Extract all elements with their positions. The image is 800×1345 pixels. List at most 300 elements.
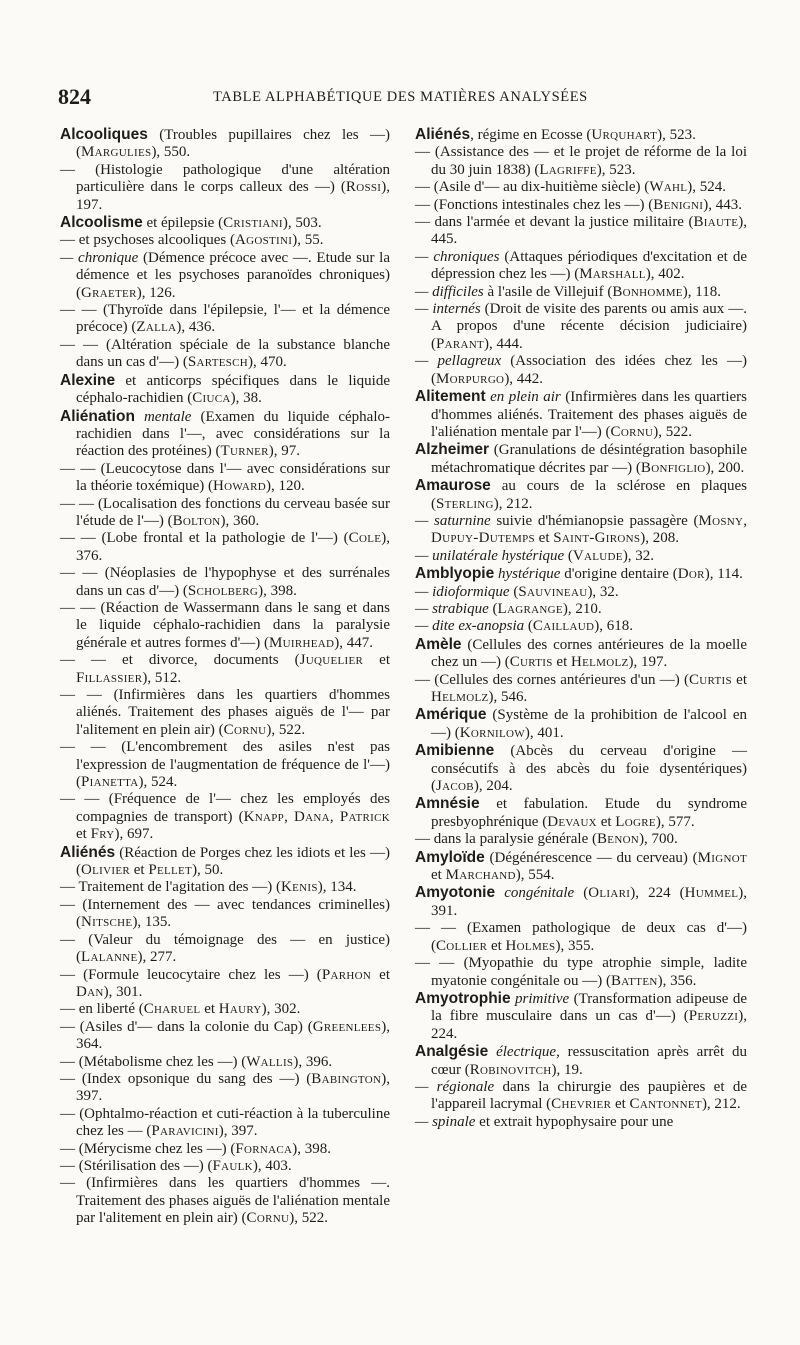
entry-author: Dupuy-Dutemps bbox=[431, 530, 535, 547]
entry-headword: Alitement bbox=[415, 388, 486, 406]
entry-headword: Aliénés bbox=[60, 843, 116, 861]
entry-text: (Cellules des cornes antérieures de la moelle chez un —) ( bbox=[431, 636, 747, 671]
entry-text: — — (Examen pathologique de deux cas d'—) ( bbox=[415, 920, 747, 954]
entry-ref: ), 118. bbox=[682, 283, 721, 300]
index-entry bbox=[60, 967, 390, 1002]
entry-headword: Alexine bbox=[60, 371, 116, 389]
entry-text: , ressuscitation après arrêt du cœur ( bbox=[431, 1044, 747, 1078]
index-entry bbox=[60, 496, 390, 531]
entry-author: Dana bbox=[294, 808, 330, 825]
index-entry bbox=[415, 565, 747, 583]
entry-ref: ), 550. bbox=[151, 144, 191, 161]
entry-text: — — (Fréquence de l'— chez les employés des compagnies de transport) ( bbox=[60, 791, 390, 825]
entry-author: Patrick bbox=[339, 808, 390, 825]
entry-text: ( bbox=[488, 600, 498, 617]
index-entry bbox=[60, 250, 390, 302]
entry-headword: Alzheimer bbox=[415, 441, 490, 459]
entry-headword: Alcooliques bbox=[60, 126, 148, 143]
entry-author: Lagriffe bbox=[539, 161, 597, 178]
index-entry bbox=[60, 1141, 390, 1158]
entry-ref: ), 512. bbox=[142, 669, 182, 686]
entry-ref: ), 55. bbox=[292, 232, 324, 249]
entry-author: Graeter bbox=[81, 284, 137, 301]
entry-text: — (Ophtalmo-réaction et cuti-réaction à la tuberculine chez les — ( bbox=[60, 1105, 390, 1140]
index-entry bbox=[415, 1079, 747, 1114]
entry-text: — (Stérilisation des —) ( bbox=[60, 1157, 213, 1174]
entry-author: Zalla bbox=[136, 319, 177, 336]
entry-text: — (Index opsonique du sang des —) ( bbox=[60, 1070, 312, 1087]
entry-headword: Aliénés bbox=[415, 126, 471, 143]
entry-headword: Analgésie bbox=[415, 1043, 489, 1061]
entry-ref: ), 523. bbox=[596, 161, 636, 178]
entry-qualifier: primitive bbox=[510, 990, 570, 1007]
entry-ref: ), 97. bbox=[268, 443, 301, 460]
index-entry bbox=[415, 179, 747, 196]
index-entry bbox=[415, 249, 747, 284]
entry-ref: ), 126. bbox=[136, 284, 176, 301]
entry-ref: ), 436. bbox=[176, 319, 216, 336]
entry-author: Cornu bbox=[246, 1210, 290, 1227]
index-entry bbox=[60, 739, 390, 791]
entry-ref: ), 301. bbox=[103, 983, 143, 1000]
index-entry bbox=[415, 197, 747, 214]
entry-author: Babington bbox=[311, 1070, 382, 1087]
entry-qualifier: — régionale bbox=[415, 1078, 495, 1095]
entry-author: Scholberg bbox=[187, 582, 259, 599]
entry-ref: ), 524. bbox=[138, 774, 178, 791]
entry-text: — dans la paralysie générale ( bbox=[415, 831, 597, 848]
entry-joiner: , bbox=[284, 808, 295, 825]
entry-text: (Association des idées chez les —) ( bbox=[431, 353, 747, 387]
index-entry bbox=[415, 1043, 747, 1079]
entry-author: Marshall bbox=[579, 266, 646, 283]
entry-author: Wahl bbox=[649, 179, 688, 196]
entry-author: Devaux bbox=[547, 813, 597, 830]
entry-text: — — (Lobe frontal et la pathologie de l'—) ( bbox=[60, 530, 349, 547]
index-entry bbox=[415, 672, 747, 707]
entry-ref: ), 546. bbox=[488, 689, 528, 705]
index-entry bbox=[415, 636, 747, 672]
entry-text: — (Asile d'— au dix-huitième siècle) ( bbox=[415, 179, 650, 196]
entry-text: — — (Altération spéciale de la substance blanche dans un cas d'—) ( bbox=[60, 336, 390, 371]
index-entry bbox=[60, 302, 390, 337]
entry-text: — (Valeur du témoignage des — en justice) ( bbox=[60, 931, 390, 966]
entry-ref: ), 443. bbox=[703, 196, 743, 213]
entry-author: Valude bbox=[572, 547, 623, 564]
index-entry bbox=[60, 1001, 390, 1018]
entry-ref: ), 402. bbox=[645, 266, 685, 283]
entry-qualifier: — spinale bbox=[415, 1113, 476, 1130]
page-number: 824 bbox=[58, 84, 91, 109]
entry-author: Fornaca bbox=[235, 1140, 293, 1157]
entry-text: — dans l'armée et devant la justice militaire ( bbox=[415, 214, 694, 231]
entry-author: Knapp bbox=[243, 808, 285, 825]
entry-text: — et psychoses alcooliques ( bbox=[60, 232, 235, 249]
entry-headword: Amyloïde bbox=[415, 848, 485, 866]
entry-author: Juquelier bbox=[299, 652, 364, 669]
entry-author: Sterling bbox=[436, 495, 494, 512]
entry-ref: ), 32. bbox=[587, 583, 619, 600]
entry-author: Wallis bbox=[246, 1053, 294, 1070]
entry-author: Lalanne bbox=[81, 949, 138, 966]
entry-joiner: , bbox=[743, 512, 747, 529]
entry-ref: ), 204. bbox=[473, 778, 513, 795]
index-entry bbox=[60, 337, 390, 372]
entry-text: ( bbox=[524, 618, 533, 635]
entry-joiner: et bbox=[76, 826, 91, 843]
entry-text: — (Mérycisme chez les —) ( bbox=[60, 1140, 236, 1157]
entry-text: (Examen du liquide céphalo-rachidien dans l'—, avec considérations sur la réaction des protéines) ( bbox=[76, 408, 390, 460]
entry-author: Ciuca bbox=[192, 390, 231, 407]
index-entry bbox=[415, 955, 747, 990]
entry-qualifier: électrique bbox=[488, 1044, 557, 1061]
entry-ref: ), 224 ( bbox=[630, 885, 685, 902]
entry-author: Cole bbox=[348, 530, 382, 547]
index-entry bbox=[60, 408, 390, 461]
entry-ref: ), 277. bbox=[137, 949, 177, 966]
entry-text: d'origine dentaire ( bbox=[560, 566, 678, 583]
index-entry bbox=[415, 301, 747, 353]
entry-text: (Granulations de désintégration basophile métachromatique décrites par —) ( bbox=[431, 442, 747, 476]
entry-ref: ), 697. bbox=[114, 826, 154, 843]
entry-author: Saint-Girons bbox=[553, 530, 641, 547]
entry-joiner: et bbox=[731, 671, 747, 688]
entry-ref: ), 522. bbox=[653, 423, 692, 440]
entry-author: Benigni bbox=[653, 196, 704, 213]
entry-author: Curtis bbox=[509, 654, 553, 671]
entry-text: (Abcès du cerveau d'origine — consécutifs à des abcès du foie dysentériques) ( bbox=[431, 743, 747, 795]
entry-text: ( bbox=[564, 547, 573, 564]
index-entry bbox=[60, 844, 390, 880]
entry-author: Peruzzi bbox=[688, 1008, 739, 1025]
entry-text: à l'asile de Villejuif ( bbox=[483, 283, 613, 300]
entry-ref: ), 401. bbox=[524, 724, 564, 741]
index-entry bbox=[415, 795, 747, 831]
entry-text: — (Infirmières dans les quartiers d'hommes —. Traitement des phases aiguës de l'aliénation mentale par l'alitement en plein air) ( bbox=[60, 1175, 390, 1227]
index-entry bbox=[60, 232, 390, 249]
entry-author: Robinovitch bbox=[469, 1061, 552, 1078]
entry-text: (Infirmières dans les quartiers d'hommes aliénés. Traitement des phases aiguës de l'aliénation mentale par l'—) ( bbox=[431, 389, 747, 440]
entry-author: Cristiani bbox=[223, 215, 283, 232]
index-entry bbox=[415, 584, 747, 601]
entry-joiner: et bbox=[611, 1096, 630, 1113]
entry-ref: ), 114. bbox=[704, 566, 743, 583]
entry-author: Charuel bbox=[143, 1001, 201, 1018]
entry-headword: Amyotrophie bbox=[415, 989, 511, 1007]
entry-text: — — (L'encombrement des asiles n'est pas l'expression de l'augmentation de fréquence de l'—) ( bbox=[60, 739, 390, 791]
entry-author: Agostini bbox=[234, 232, 293, 249]
index-entry bbox=[415, 884, 747, 920]
entry-headword: Amaurose bbox=[415, 477, 491, 495]
entry-ref: ), 212. bbox=[701, 1096, 741, 1113]
entry-author: Morpurgo bbox=[436, 370, 505, 387]
index-entry bbox=[415, 144, 747, 179]
entry-headword: Amnésie bbox=[415, 795, 480, 813]
entry-ref: ), 522. bbox=[289, 1210, 328, 1227]
entry-text: (Démence précoce avec —. Etude sur la démence et les psychoses paranoïdes chroniques) ( bbox=[76, 249, 390, 301]
entry-ref: ), 403. bbox=[252, 1157, 292, 1174]
entry-text: — en liberté ( bbox=[60, 1001, 144, 1018]
entry-author: Turner bbox=[220, 443, 269, 460]
index-entry bbox=[60, 879, 390, 896]
entry-text: ( bbox=[509, 583, 519, 600]
index-entry bbox=[415, 742, 747, 795]
entry-author: Pellet bbox=[148, 862, 193, 879]
entry-ref: ), 391. bbox=[431, 885, 747, 919]
entry-text: ( bbox=[574, 885, 589, 902]
entry-text: — — (Thyroïde dans l'épilepsie, l'— et la démence précoce) ( bbox=[60, 302, 390, 336]
right-column bbox=[415, 126, 747, 1131]
entry-qualifier: — dite ex-anopsia bbox=[415, 618, 525, 635]
entry-author: Cornu bbox=[610, 423, 654, 440]
entry-headword: Amèle bbox=[415, 635, 462, 653]
entry-author: Margulies bbox=[81, 144, 152, 161]
entry-text: suivie d'hémianopsie passagère ( bbox=[490, 512, 699, 529]
index-entry bbox=[60, 1071, 390, 1106]
entry-ref: ), 700. bbox=[639, 831, 678, 848]
index-entry bbox=[415, 353, 747, 388]
entry-text: — (Fonctions intestinales chez les —) ( bbox=[415, 196, 654, 213]
entry-joiner: et bbox=[363, 652, 390, 669]
entry-author: Marchand bbox=[445, 867, 516, 884]
entry-ref: ), 200. bbox=[705, 459, 745, 476]
entry-ref: ), 134. bbox=[317, 879, 357, 896]
index-entry bbox=[60, 1019, 390, 1054]
entry-author: Holmes bbox=[505, 937, 556, 954]
entry-author: Rossi bbox=[345, 179, 382, 196]
index-entry bbox=[415, 706, 747, 742]
entry-author: Muirhead bbox=[269, 634, 335, 651]
entry-author: Cantonnet bbox=[629, 1096, 702, 1113]
entry-author: Howard bbox=[213, 478, 266, 495]
entry-text: — (Asiles d'— dans la colonie du Cap) ( bbox=[60, 1018, 313, 1035]
entry-ref: ), 376. bbox=[76, 530, 390, 564]
index-entry bbox=[60, 530, 390, 565]
entry-text: — (Internement des — avec tendances criminelles) ( bbox=[60, 896, 390, 931]
entry-author: Cornu bbox=[223, 721, 267, 738]
entry-text: et fabulation. Etude du syndrome presbyophrénique ( bbox=[431, 796, 747, 830]
entry-ref: ), 397. bbox=[76, 1070, 390, 1105]
entry-ref: ), 302. bbox=[261, 1001, 301, 1018]
entry-author: Dan bbox=[76, 983, 104, 1000]
entry-ref: ), 224. bbox=[431, 1008, 747, 1042]
entry-author: Parhon bbox=[321, 966, 372, 983]
entry-author: Sartesch bbox=[187, 354, 249, 371]
entry-author: Oliari bbox=[588, 885, 631, 902]
entry-author: Paravicini bbox=[151, 1123, 219, 1140]
entry-text: (Troubles pupillaires chez les —) ( bbox=[76, 127, 390, 161]
entry-ref: ), 447. bbox=[334, 634, 374, 651]
entry-ref: ), 210. bbox=[562, 600, 602, 617]
entry-author: Haury bbox=[218, 1001, 262, 1018]
entry-text: — — (Leucocytose dans l'— avec considérations sur la théorie toxémique) ( bbox=[60, 460, 390, 495]
entry-qualifier: — unilatérale hystérique bbox=[415, 547, 565, 564]
index-entry bbox=[60, 126, 390, 162]
entry-author: Parant bbox=[436, 335, 485, 352]
entry-ref: ), 197. bbox=[628, 654, 668, 671]
index-entry bbox=[60, 687, 390, 739]
entry-ref: ), 356. bbox=[657, 972, 697, 989]
entry-author: Hummel bbox=[684, 885, 739, 902]
entry-ref: ), 470. bbox=[248, 354, 287, 371]
entry-ref: ), 38. bbox=[230, 390, 262, 407]
entry-text: — Traitement de l'agitation des —) ( bbox=[60, 879, 282, 896]
entry-qualifier: — pellagreux bbox=[415, 353, 502, 370]
entry-qualifier: — strabique bbox=[415, 600, 489, 617]
index-entry bbox=[415, 284, 747, 301]
entry-qualifier: — internés bbox=[415, 301, 481, 318]
entry-ref: ), 442. bbox=[504, 370, 544, 387]
index-entry bbox=[60, 1175, 390, 1227]
index-entry bbox=[60, 791, 390, 843]
entry-author: Fillassier bbox=[76, 669, 143, 686]
entry-author: Nitsche bbox=[81, 914, 133, 931]
entry-ref: ), 618. bbox=[594, 618, 633, 635]
index-entry bbox=[60, 1054, 390, 1071]
entry-joiner: , bbox=[329, 808, 340, 825]
entry-author: Bolton bbox=[172, 512, 221, 529]
entry-ref: ), 360. bbox=[220, 512, 260, 529]
index-entry bbox=[415, 126, 747, 144]
entry-ref: ), 503. bbox=[282, 215, 322, 232]
index-entry bbox=[415, 477, 747, 513]
entry-author: Helmolz bbox=[570, 654, 629, 671]
entry-author: Faulk bbox=[212, 1157, 253, 1174]
entry-ref: ), 444. bbox=[484, 335, 523, 352]
entry-text: — (Cellules des cornes antérieures d'un —) ( bbox=[415, 671, 689, 688]
entry-text: — — et divorce, documents ( bbox=[60, 652, 300, 669]
entry-author: Bonfiglio bbox=[640, 459, 706, 476]
entry-author: Caillaud bbox=[532, 618, 595, 635]
index-entry bbox=[415, 214, 747, 249]
entry-headword: Amérique bbox=[415, 706, 487, 724]
entry-headword: Amblyopie bbox=[415, 565, 495, 583]
entry-author: Benon bbox=[597, 831, 640, 848]
entry-author: Mignot bbox=[697, 849, 747, 866]
entry-author: Olivier bbox=[81, 862, 130, 879]
entry-ref: ), 355. bbox=[555, 937, 595, 954]
index-entry bbox=[60, 372, 390, 408]
entry-author: Mosny bbox=[698, 512, 744, 529]
entry-joiner: et bbox=[487, 937, 506, 954]
entry-text: et anticorps spécifiques dans le liquide céphalo-rachidien ( bbox=[76, 372, 390, 407]
entry-joiner: et bbox=[200, 1001, 219, 1018]
index-entry bbox=[60, 565, 390, 600]
running-title: TABLE ALPHABÉTIQUE DES MATIÈRES ANALYSÉES bbox=[213, 89, 588, 105]
entry-author: Jacob bbox=[436, 778, 474, 795]
entry-text: — — (Infirmières dans les quartiers d'hommes aliénés. Traitement des phases aiguës de l'— par l'alitement en plein air) ( bbox=[60, 687, 390, 738]
index-entry bbox=[415, 1114, 747, 1131]
entry-text: et épilepsie ( bbox=[142, 215, 224, 232]
index-entry bbox=[415, 601, 747, 618]
left-column bbox=[60, 126, 390, 1228]
entry-qualifier: — idioformique bbox=[415, 583, 510, 600]
entry-author: Bonhomme bbox=[612, 283, 683, 300]
entry-text: — (Formule leucocytaire chez les —) ( bbox=[60, 966, 322, 983]
entry-author: Fry bbox=[90, 826, 115, 843]
entry-text: (Attaques périodiques d'excitation et de dépression chez les —) ( bbox=[431, 248, 747, 283]
entry-text: — (Histologie pathologique d'une altération particulière dans le corps calleux des —) ( bbox=[60, 161, 390, 196]
entry-qualifier: — chronique bbox=[60, 249, 139, 266]
entry-ref: ), 445. bbox=[431, 214, 747, 248]
entry-ref: ), 364. bbox=[76, 1018, 390, 1053]
entry-headword: Amyotonie bbox=[415, 884, 496, 902]
entry-headword: Aliénation bbox=[60, 407, 135, 425]
entry-ref: ), 50. bbox=[192, 862, 224, 879]
entry-text: (Droit de visite des parents ou amis aux —. A propos d'une récente décision judiciaire) ( bbox=[431, 301, 747, 352]
index-entry bbox=[60, 600, 390, 652]
entry-text: et extrait hypophysaire pour une bbox=[475, 1113, 674, 1130]
entry-ref: ), 120. bbox=[266, 478, 305, 495]
index-entry bbox=[60, 1158, 390, 1175]
entry-headword: Amibienne bbox=[415, 742, 495, 760]
entry-joiner: et bbox=[129, 862, 149, 879]
index-entry bbox=[60, 214, 390, 232]
entry-author: Biaute bbox=[693, 214, 739, 231]
entry-text: dans la chirurgie des paupières et de l'appareil lacrymal ( bbox=[431, 1078, 747, 1113]
entry-ref: ), 554. bbox=[515, 867, 555, 884]
entry-ref: ), 212. bbox=[493, 495, 533, 512]
index-entry bbox=[415, 849, 747, 885]
index-entry bbox=[415, 441, 747, 477]
entry-ref: ), 135. bbox=[132, 914, 172, 931]
entry-text: au cours de la sclérose en plaques ( bbox=[431, 478, 747, 512]
entry-author: Logre bbox=[615, 813, 656, 830]
index-entry bbox=[415, 990, 747, 1043]
entry-ref: ), 397. bbox=[218, 1123, 258, 1140]
entry-author: Sauvineau bbox=[518, 583, 588, 600]
entry-qualifier: — chroniques bbox=[415, 248, 500, 265]
index-entry bbox=[60, 461, 390, 496]
index-entry bbox=[60, 1106, 390, 1141]
index-entry bbox=[415, 831, 747, 848]
entry-author: Dor bbox=[677, 566, 705, 583]
index-entry bbox=[60, 897, 390, 932]
entry-ref: ), 197. bbox=[76, 179, 390, 213]
entry-ref: ), 398. bbox=[258, 582, 297, 599]
entry-ref: ), 523. bbox=[657, 127, 696, 143]
entry-headword: Alcoolisme bbox=[60, 214, 143, 232]
index-entry bbox=[60, 162, 390, 214]
index-entry bbox=[60, 932, 390, 967]
entry-qualifier: hystérique bbox=[494, 566, 561, 583]
entry-ref: ), 396. bbox=[293, 1053, 333, 1070]
entry-text: (Dégénérescence — du cerveau) ( bbox=[484, 849, 698, 866]
entry-qualifier: congénitale bbox=[495, 885, 575, 902]
entry-qualifier: mentale bbox=[134, 408, 192, 425]
entry-author: Pianetta bbox=[81, 774, 139, 791]
entry-joiner: et bbox=[431, 867, 446, 884]
entry-text: — — (Réaction de Wassermann dans le sang et dans le liquide céphalo-rachidien dans la paralysie générale et autres formes d'—) ( bbox=[60, 599, 390, 651]
entry-ref: ), 524. bbox=[687, 179, 727, 196]
entry-text: , régime en Ecosse ( bbox=[470, 127, 592, 143]
entry-ref: ), 32. bbox=[622, 547, 655, 564]
entry-text: — (Métabolisme chez les —) ( bbox=[60, 1053, 247, 1070]
entry-ref: ), 522. bbox=[266, 721, 306, 738]
entry-author: Chevrier bbox=[551, 1096, 612, 1113]
entry-text: (Système de la prohibition de l'alcool en —) ( bbox=[431, 707, 747, 741]
entry-text: — (Assistance des — et le projet de réforme de la loi du 30 juin 1838) ( bbox=[415, 144, 747, 178]
index-entry bbox=[415, 618, 747, 635]
index-entry bbox=[415, 513, 747, 548]
entry-author: Greenlees bbox=[312, 1018, 382, 1035]
entry-ref: ), 398. bbox=[292, 1140, 332, 1157]
index-entry bbox=[415, 920, 747, 955]
index-entry bbox=[415, 388, 747, 441]
entry-ref: ), 208. bbox=[640, 530, 680, 547]
entry-qualifier: — saturnine bbox=[415, 512, 491, 529]
entry-text: (Transformation adipeuse de la fibre musculaire dans un cas d'—) ( bbox=[431, 990, 747, 1025]
